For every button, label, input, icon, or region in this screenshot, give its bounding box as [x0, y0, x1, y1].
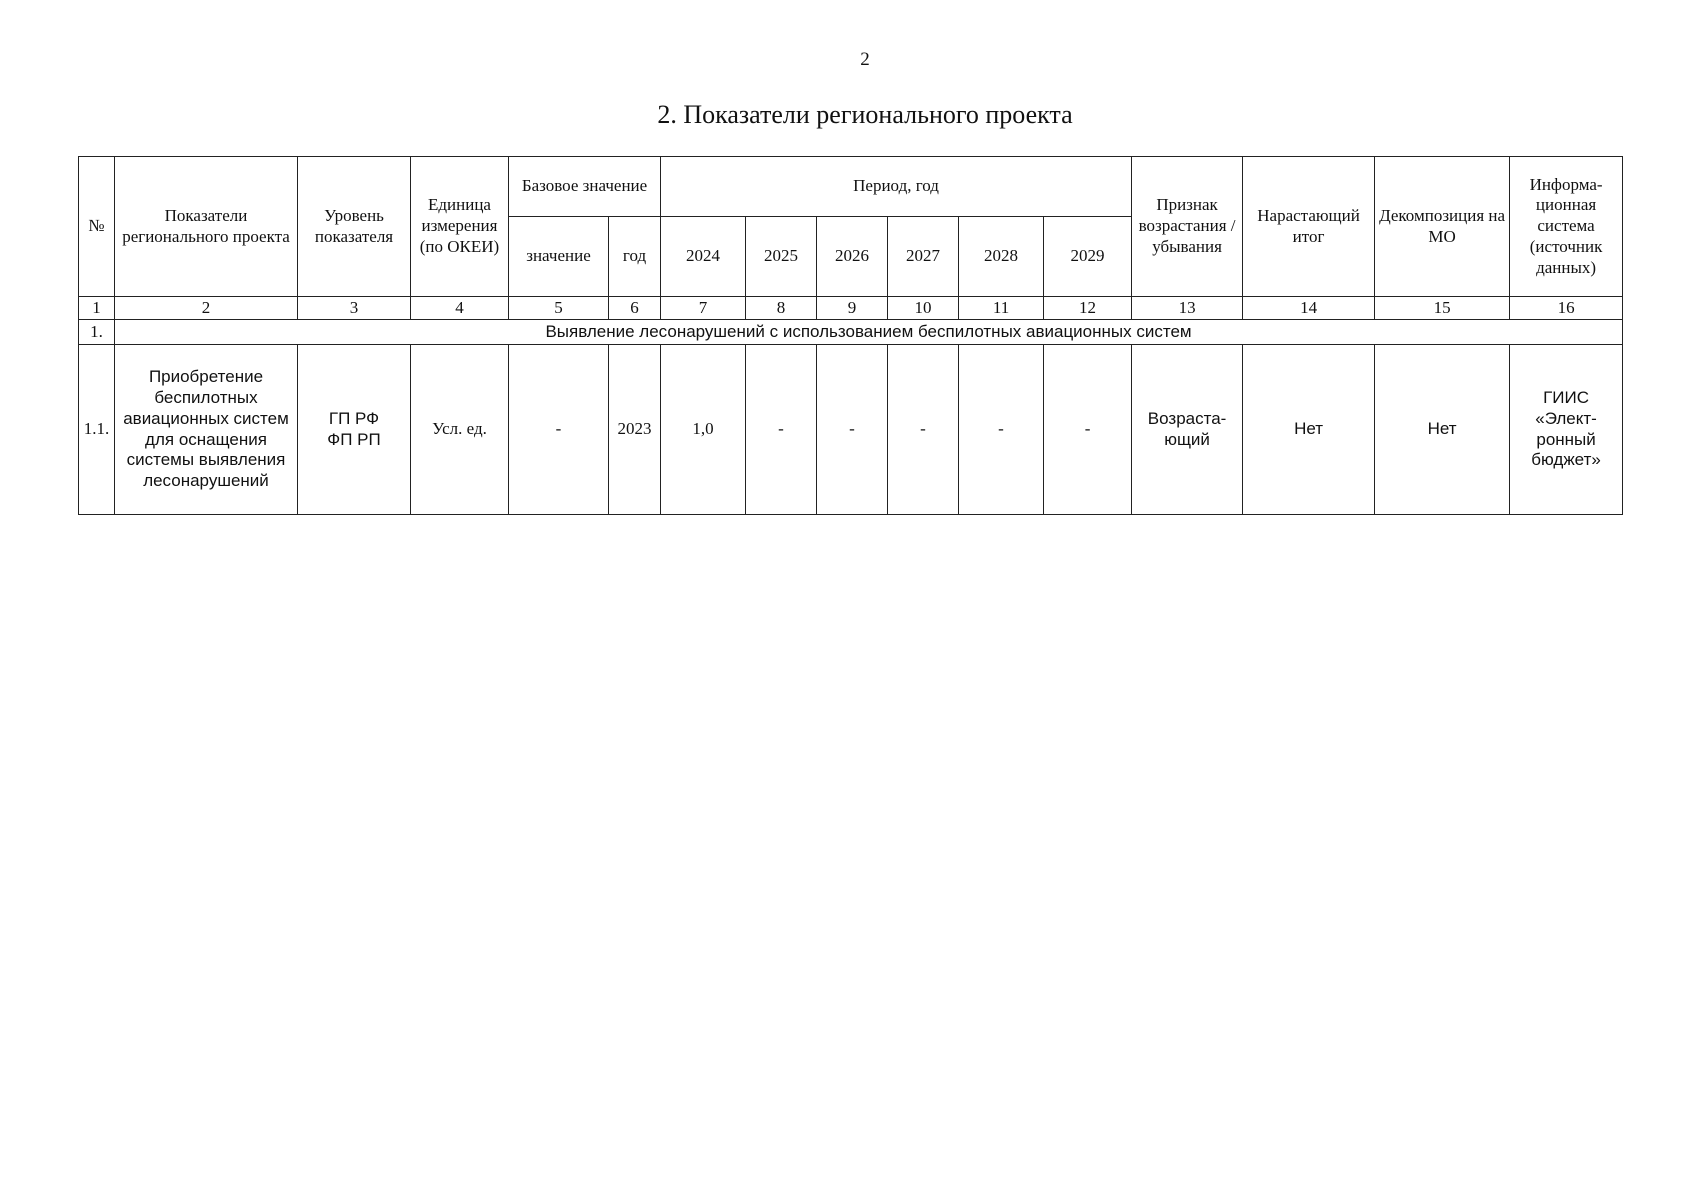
column-number: 12 [1044, 297, 1132, 320]
column-number: 11 [959, 297, 1044, 320]
row-info-system: ГИИС «Элект-ронный бюджет» [1510, 345, 1623, 515]
page-title: 2. Показатели регионального проекта [657, 100, 1073, 129]
row-cumulative: Нет [1243, 345, 1375, 515]
row-year-2027: - [888, 345, 959, 515]
row-base-year: 2023 [609, 345, 661, 515]
section-title: Выявление лесонарушений с использованием беспилотных авиационных систем [115, 320, 1623, 345]
header-year-2027: 2027 [888, 217, 959, 297]
header-base-year: год [609, 217, 661, 297]
header-indicator: Показатели регионального проекта [115, 157, 298, 297]
header-sign: Признак возрастания /убывания [1132, 157, 1243, 297]
column-number: 16 [1510, 297, 1623, 320]
row-year-2026: - [817, 345, 888, 515]
row-number: 1.1. [79, 345, 115, 515]
header-base: Базовое значение [509, 157, 661, 217]
column-number: 7 [661, 297, 746, 320]
row-base-value: - [509, 345, 609, 515]
row-year-2024: 1,0 [661, 345, 746, 515]
table-row [79, 345, 1623, 515]
column-number: 13 [1132, 297, 1243, 320]
row-year-2028: - [959, 345, 1044, 515]
header-decomposition: Декомпозиция на МО [1375, 157, 1510, 297]
row-year-2025: - [746, 345, 817, 515]
column-number: 15 [1375, 297, 1510, 320]
column-number: 6 [609, 297, 661, 320]
column-number: 3 [298, 297, 411, 320]
row-decomposition: Нет [1375, 345, 1510, 515]
header-year-2025: 2025 [746, 217, 817, 297]
header-cumulative: Нарастающий итог [1243, 157, 1375, 297]
column-number: 8 [746, 297, 817, 320]
section-row [79, 320, 1623, 345]
header-period: Период, год [661, 157, 1132, 217]
column-number-row [79, 297, 1623, 320]
header-base-value: значение [509, 217, 609, 297]
row-level: ГП РФ ФП РП [298, 345, 411, 515]
header-year-2029: 2029 [1044, 217, 1132, 297]
page-number: 2 [860, 49, 870, 70]
header-year-2026: 2026 [817, 217, 888, 297]
column-number: 1 [79, 297, 115, 320]
header-level: Уровень показателя [298, 157, 411, 297]
row-sign: Возраста-ющий [1132, 345, 1243, 515]
column-number: 5 [509, 297, 609, 320]
column-number: 4 [411, 297, 509, 320]
column-number: 14 [1243, 297, 1375, 320]
row-year-2029: - [1044, 345, 1132, 515]
header-row-1 [79, 157, 1623, 217]
header-info-system: Информа-ционная система (источник данных) [1510, 157, 1623, 297]
row-indicator: Приобретение беспилотных авиационных систем для оснащения системы выявления лесонарушений [115, 345, 298, 515]
column-number: 2 [115, 297, 298, 320]
column-number: 10 [888, 297, 959, 320]
row-unit: Усл. ед. [411, 345, 509, 515]
column-number: 9 [817, 297, 888, 320]
indicators-table [78, 156, 1623, 515]
header-num: № [79, 157, 115, 297]
section-number: 1. [79, 320, 115, 345]
header-year-2028: 2028 [959, 217, 1044, 297]
header-year-2024: 2024 [661, 217, 746, 297]
header-unit: Единица измерения (по ОКЕИ) [411, 157, 509, 297]
